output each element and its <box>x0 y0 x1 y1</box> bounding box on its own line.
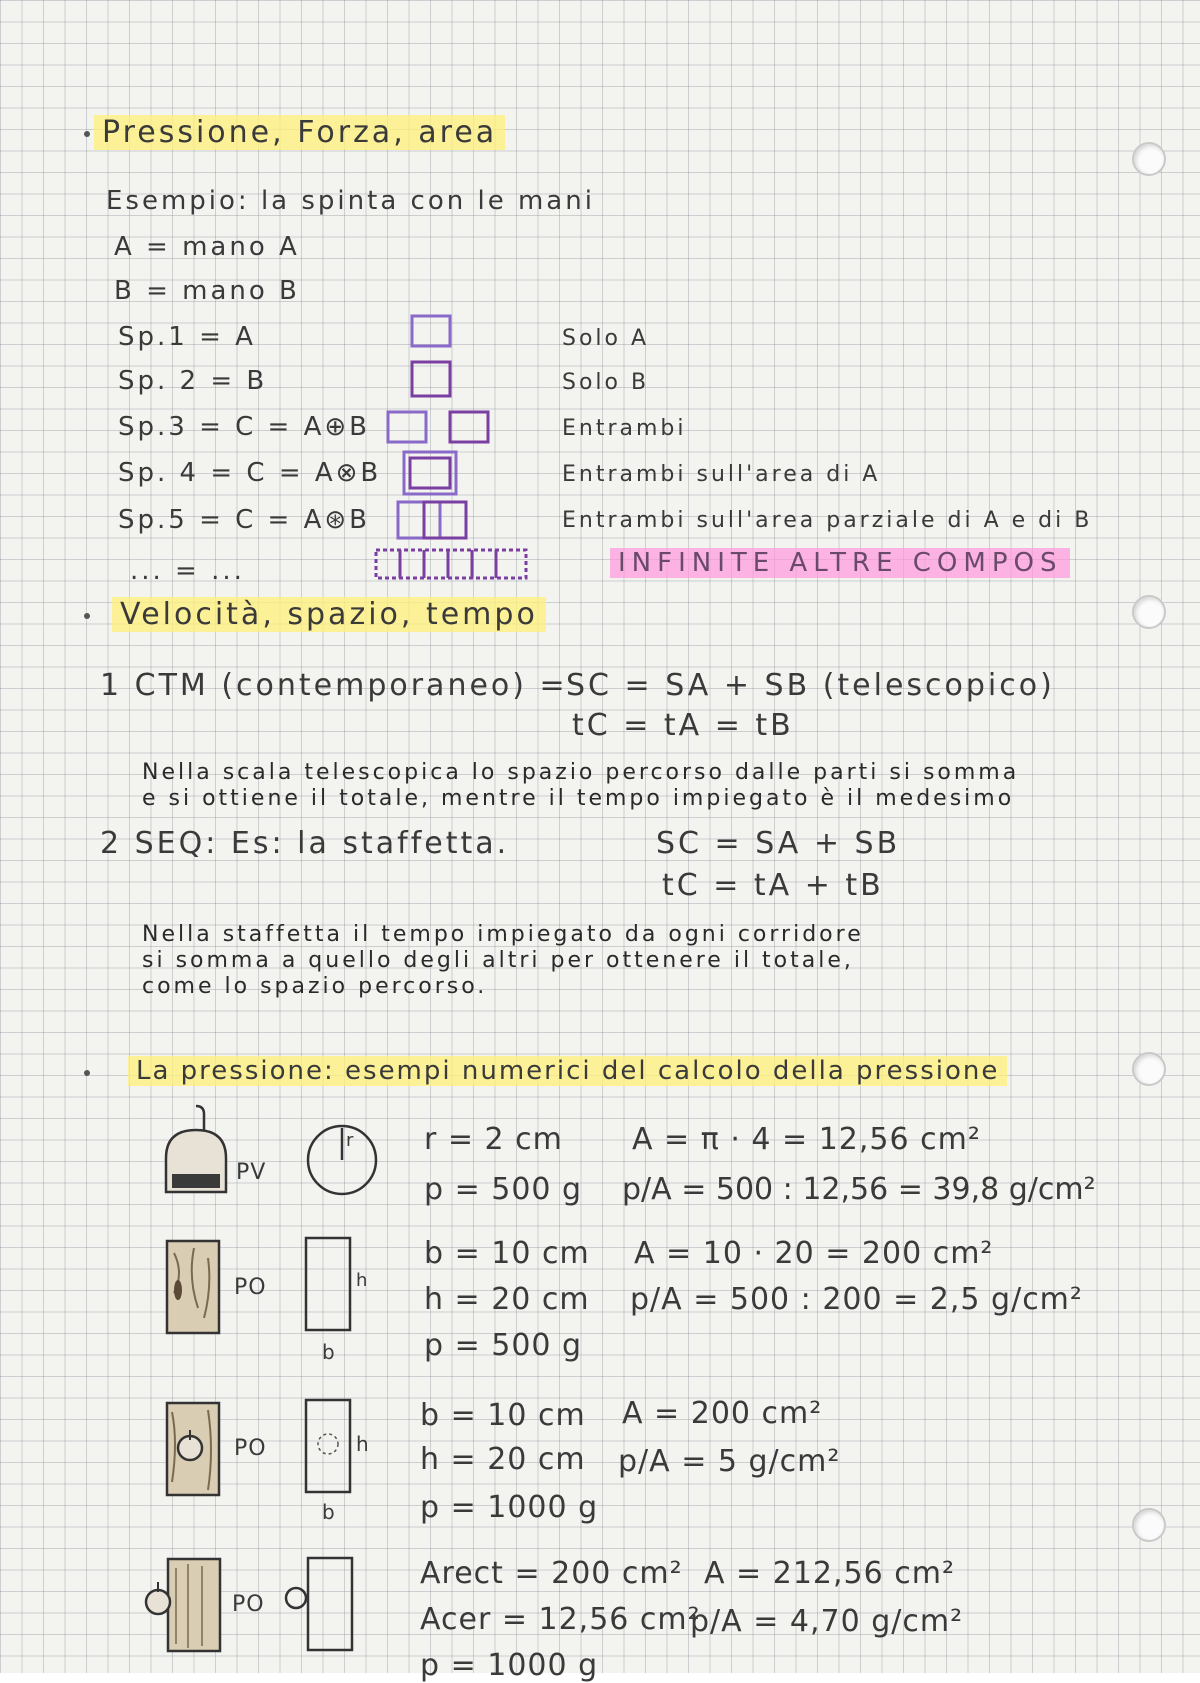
weight-value: p = 500 g <box>424 1172 583 1207</box>
rect-area-value: Arect = 200 cm² <box>420 1556 683 1591</box>
wood-block-with-jar-icon <box>164 1400 224 1500</box>
push-row-desc: Solo B <box>562 370 650 395</box>
pressure-value: p/A = 5 g/cm² <box>618 1444 841 1479</box>
ctm-equation-time: tC = tA = tB <box>572 708 794 743</box>
example-tag: PV <box>236 1160 267 1185</box>
push-row-desc: Entrambi sull'area parziale di A e di B <box>562 508 1093 533</box>
example-tag: PO <box>234 1436 267 1461</box>
etc-label: ... = ... <box>130 556 245 586</box>
height-value: h = 20 cm <box>424 1282 590 1317</box>
ctm-equation-space: SC = SA + SB (telescopico) <box>566 668 1055 703</box>
seq-equation-space: SC = SA + SB <box>656 826 901 861</box>
area-a-square <box>412 316 450 346</box>
definition-a: A = mano A <box>114 232 300 262</box>
seq-equation-time: tC = tA + tB <box>662 868 884 903</box>
example-tag: PO <box>232 1592 265 1617</box>
wood-block-icon <box>164 1238 222 1336</box>
area-b-square <box>450 412 488 442</box>
area-b-square <box>412 362 450 396</box>
definition-b: B = mano B <box>114 276 300 306</box>
height-label: h <box>356 1270 371 1291</box>
partial-area-square <box>398 502 440 538</box>
bullet-icon <box>84 131 90 137</box>
base-label: b <box>322 1500 338 1524</box>
area-value: A = 212,56 cm² <box>704 1556 955 1591</box>
weight-value: p = 1000 g <box>420 1490 599 1525</box>
rectangle-with-circle-diagram <box>304 1398 354 1496</box>
bullet-icon <box>84 613 90 619</box>
ctm-note-line: Nella scala telescopica lo spazio percorso dalle parti si somma <box>142 760 1020 785</box>
push-row-label: Sp.1 = A <box>118 322 256 352</box>
punch-hole <box>1132 595 1166 629</box>
circle-area-value: Acer = 12,56 cm² <box>420 1602 701 1637</box>
combined-area-square <box>410 458 450 488</box>
bullet-icon <box>84 1070 90 1076</box>
radius-value: r = 2 cm <box>424 1122 563 1157</box>
example-tag: PO <box>234 1275 267 1300</box>
pressure-value: p/A = 4,70 g/cm² <box>690 1604 964 1639</box>
ctm-note-line: e si ottiene il totale, mentre il tempo impiegato è il medesimo <box>142 786 1015 811</box>
ctm-label: 1 CTM (contemporaneo) = <box>100 668 568 703</box>
example-intro: Esempio: la spinta con le mani <box>106 186 595 216</box>
seq-note-line: si somma a quello degli altri per ottenere il totale, <box>142 948 854 973</box>
weight-value: p = 500 g <box>424 1328 583 1363</box>
push-row-label: Sp. 2 = B <box>118 366 268 396</box>
push-row-label: Sp.3 = C = A⊕B <box>118 412 371 442</box>
weight-value: p = 1000 g <box>420 1648 599 1683</box>
height-label: h <box>356 1432 372 1456</box>
seq-note-line: come lo spazio percorso. <box>142 974 488 999</box>
seq-label: 2 SEQ: Es: la staffetta. <box>100 826 510 861</box>
hand-area-diagram <box>360 300 540 590</box>
radius-label: r <box>346 1130 357 1151</box>
push-row-desc: Entrambi sull'area di A <box>562 462 881 487</box>
area-value: A = π · 4 = 12,56 cm² <box>632 1122 981 1157</box>
jar-icon <box>160 1100 232 1196</box>
push-row-desc: Solo A <box>562 326 650 351</box>
height-value: h = 20 cm <box>420 1442 586 1477</box>
base-value: b = 10 cm <box>424 1236 590 1271</box>
area-value: A = 10 · 20 = 200 cm² <box>634 1236 994 1271</box>
base-value: b = 10 cm <box>420 1398 586 1433</box>
push-row-desc: Entrambi <box>562 416 687 441</box>
circle-area-diagram <box>304 1122 380 1198</box>
seq-note-line: Nella staffetta il tempo impiegato da ogni corridore <box>142 922 864 947</box>
partial-area-square <box>424 502 466 538</box>
section-title-pressure-force-area: Pressione, Forza, area <box>94 115 505 150</box>
rectangle-area-diagram <box>304 1236 354 1334</box>
wood-block-with-side-jar-icon <box>142 1556 224 1656</box>
section-title-velocity-space-time: Velocità, spazio, tempo <box>112 597 546 632</box>
area-value: A = 200 cm² <box>622 1396 823 1431</box>
push-row-label: Sp.5 = C = A⊛B <box>118 505 371 535</box>
infinite-compositions-label: INFINITE ALTRE COMPOS <box>610 548 1070 578</box>
pressure-value: p/A = 500 : 12,56 = 39,8 g/cm² <box>622 1172 1096 1207</box>
punch-hole <box>1132 1508 1166 1542</box>
punch-hole <box>1132 1052 1166 1086</box>
area-a-square <box>388 412 426 442</box>
base-label: b <box>322 1340 338 1364</box>
section-title-pressure-examples: La pressione: esempi numerici del calcolo della pressione <box>128 1056 1007 1086</box>
push-row-label: Sp. 4 = C = A⊗B <box>118 458 382 488</box>
punch-hole <box>1132 142 1166 176</box>
rectangle-plus-circle-diagram <box>282 1556 356 1654</box>
pressure-value: p/A = 500 : 200 = 2,5 g/cm² <box>630 1282 1083 1317</box>
